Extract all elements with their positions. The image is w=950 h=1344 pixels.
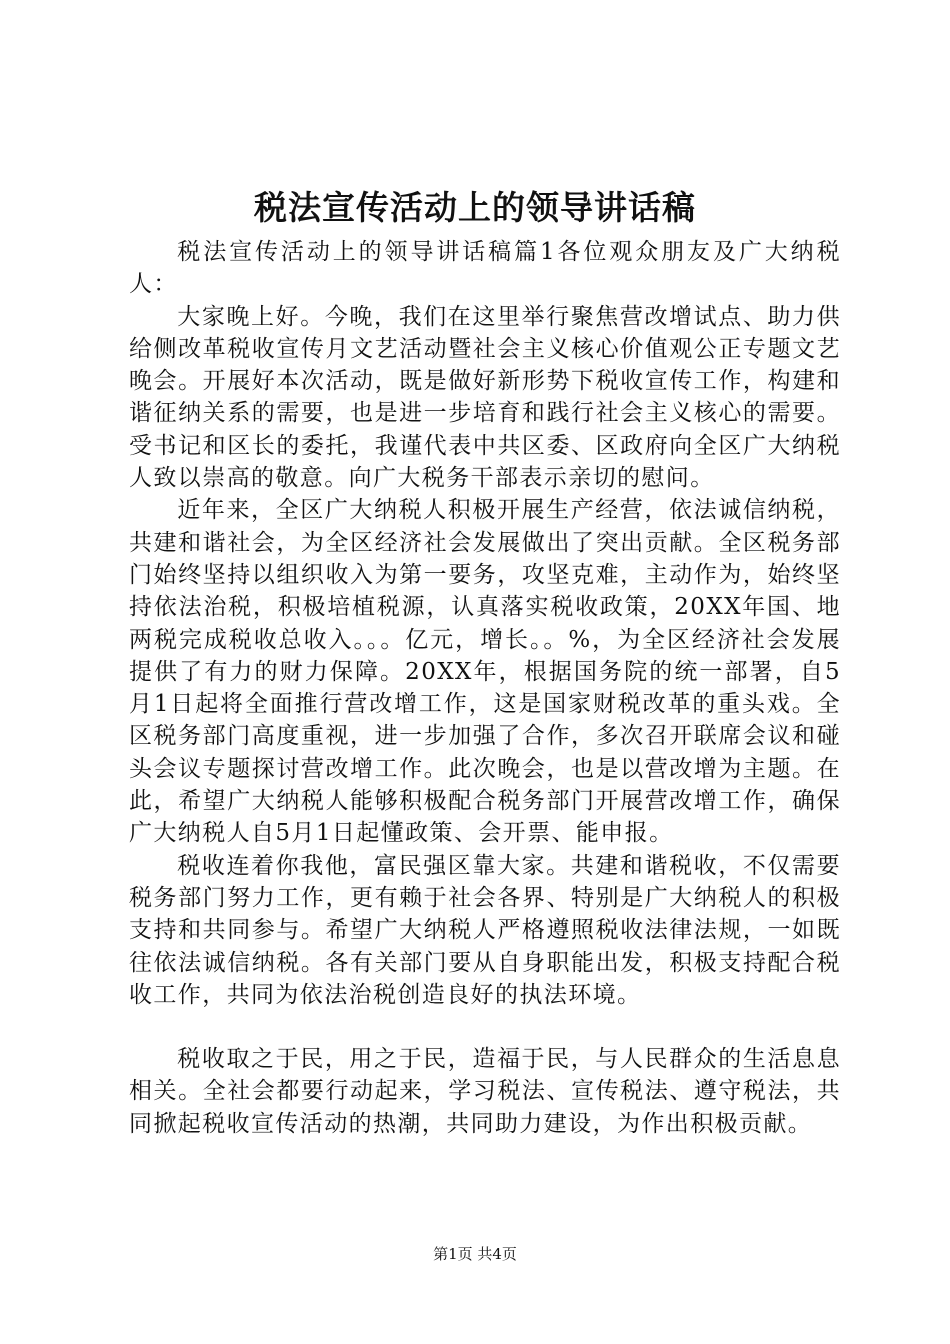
paragraph-achievements: 近年来，全区广大纳税人积极开展生产经营，依法诚信纳税，共建和谐社会，为全区经济社会发展做出了突出贡献。全区税务部门始终坚持以组织收入为第一要务，攻坚克难，主动作为，始终坚持依法治税，积极培植税源，认真落实税收政策，20XX年国、地两税完成税收总收入。。。亿元，增长。。%，为全区经济社会发展提供了有力的财力保障。20XX年，根据国务院的统一部署，自5月1日起将全面推行营改增工作，这是国家财税改革的重头戏。全区税务部门高度重视，进一步加强了合作，多次召开联席会议和碰头会议专题探讨营改增工作。此次晚会，也是以营改增为主题。在此，希望广大纳税人能够积极配合税务部门开展营改增工作，确保广大纳税人自5月1日起懂政策、会开票、能申报。: [129, 497, 841, 847]
paragraph-cooperation: 税收连着你我他，富民强区靠大家。共建和谐税收，不仅需要税务部门努力工作，更有赖于社会各界、特别是广大纳税人的积极支持和共同参与。希望广大纳税人严格遵照税收法律法规，一如既往依法诚信纳税。各有关部门要从自身职能出发，积极支持配合税收工作，共同为依法治税创造良好的执法环境。: [129, 852, 841, 1008]
page-indicator: 第1页 共4页: [433, 1245, 517, 1263]
document-body: [129, 236, 841, 1140]
paragraph-opening: 大家晚上好。今晚，我们在这里举行聚焦营改增试点、助力供给侧改革税收宣传月文艺活动暨社会主义核心价值观公正专题文艺晚会。开展好本次活动，既是做好新形势下税收宣传工作，构建和谐征纳关系的需要，也是进一步培育和践行社会主义核心的需要。受书记和区长的委托，我谨代表中共区委、区政府向全区广大纳税人致以崇高的敬意。向广大税务干部表示亲切的慰问。: [129, 303, 841, 492]
paragraph-closing: 税收取之于民，用之于民，造福于民，与人民群众的生活息息相关。全社会都要行动起来，学习税法、宣传税法、遵守税法，共同掀起税收宣传活动的热潮，共同助力建设，为作出积极贡献。: [129, 1046, 841, 1137]
document-title: 税法宣传活动上的领导讲话稿: [254, 188, 696, 227]
paragraph-greeting: 税法宣传活动上的领导讲话稿篇1各位观众朋友及广大纳税人：: [129, 239, 841, 298]
